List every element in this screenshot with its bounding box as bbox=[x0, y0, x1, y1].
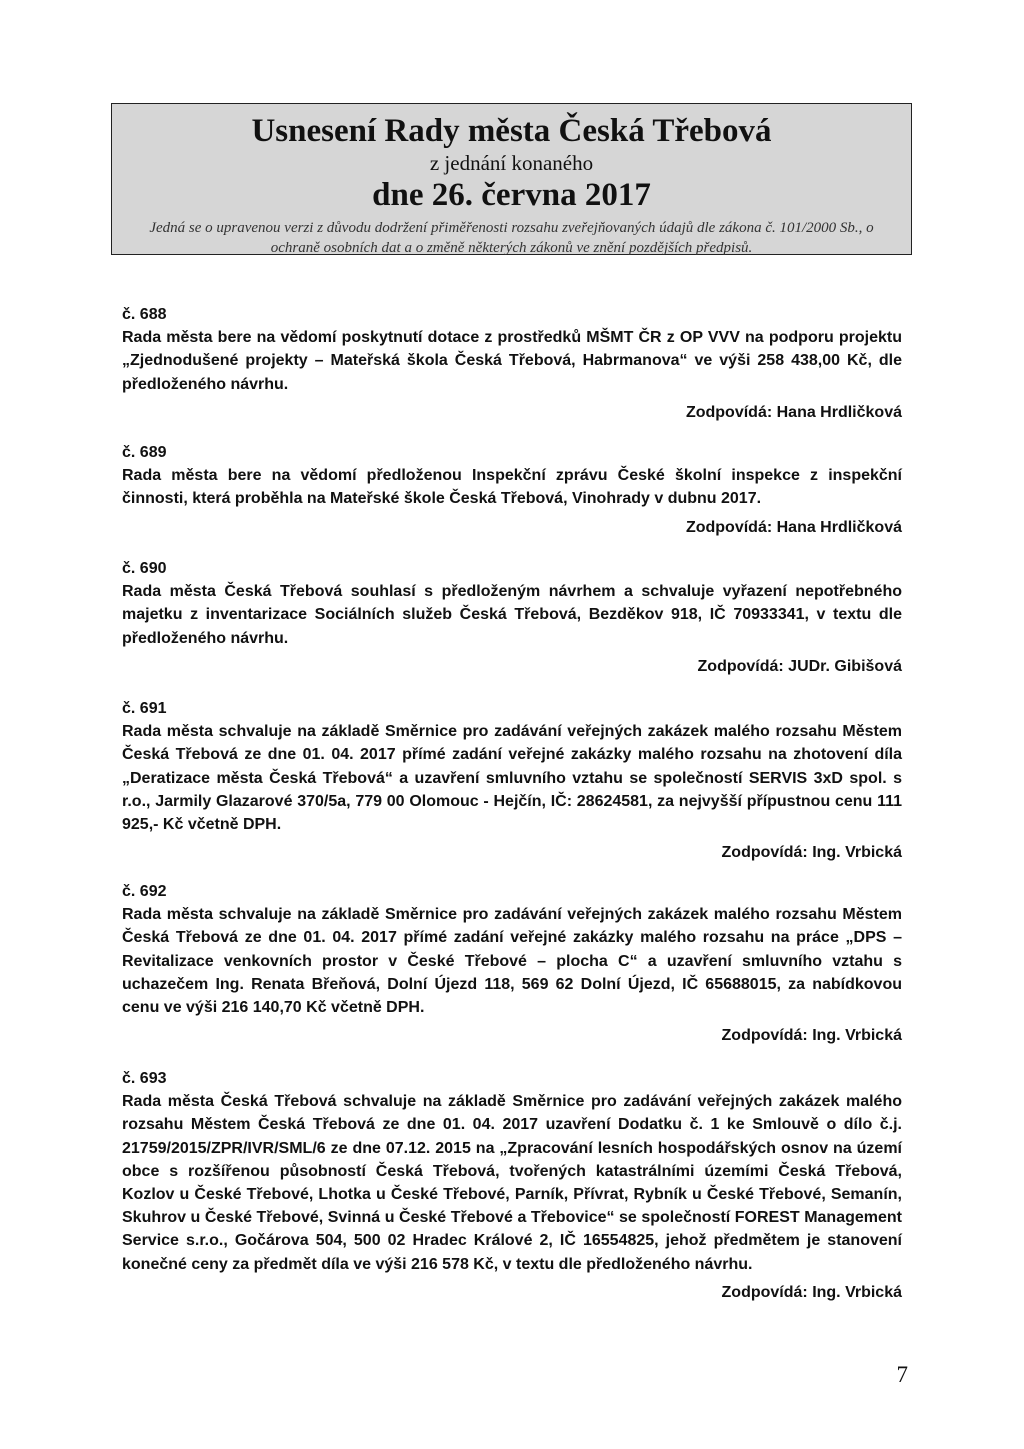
resolution-text: Rada města Česká Třebová souhlasí s předloženým návrhem a schvaluje vyřazení nepotřebného majetku z inventarizace Sociálních služeb Česká Třebová, Bezděkov 918, IČ 70933341, v textu dle předloženého návrhu. bbox=[122, 583, 902, 647]
resolution-responsible: Zodpovídá: Ing. Vrbická bbox=[721, 1283, 902, 1301]
resolution-responsible: Zodpovídá: JUDr. Gibišová bbox=[697, 657, 902, 675]
resolution-692 bbox=[122, 880, 902, 1047]
resolution-690 bbox=[122, 557, 902, 678]
resolution-693 bbox=[122, 1067, 902, 1304]
anonymization-note: Jedná se o upravenou verzi z důvodu dodržení přiměřenosti rozsahu zveřejňovaných údajů dle zákona č. 101/2000 Sb., o ochraně osobních dat a o změně některých zákonů ve znění pozdějších předpisů. bbox=[149, 220, 874, 256]
resolution-688 bbox=[122, 303, 902, 424]
resolution-number: č. 692 bbox=[122, 883, 167, 900]
resolution-text: Rada města schvaluje na základě Směrnice pro zadávání veřejných zakázek malého rozsahu Městem Česká Třebová ze dne 01. 04. 2017 přímé zadání veřejné zakázky malého rozsahu na zhotovení díla „Deratizace města Česká Třebová“ a uzavření smluvního vztahu se společností SERVIS 3xD spol. s r.o., Jarmily Glazarové 370/5a, 779 00 Olomouc - Hejčín, IČ: 28624581, za nejvyšší přípustnou cenu 111 925,- Kč včetně DPH. bbox=[122, 723, 902, 834]
resolution-text: Rada města schvaluje na základě Směrnice pro zadávání veřejných zakázek malého rozsahu Městem Česká Třebová ze dne 01. 04. 2017 přímé zadání veřejné zakázky malého rozsahu na práce „DPS – Revitalizace venkovních prostor v České Třebové – plocha C“ a uzavření smluvního vztahu s uchazečem Ing. Renata Břeňová, Dolní Újezd 118, 569 62 Dolní Újezd, IČ 65688015, za nabídkovou cenu ve výši 216 140,70 Kč včetně DPH. bbox=[122, 906, 902, 1017]
resolution-number: č. 691 bbox=[122, 700, 167, 717]
resolution-number: č. 688 bbox=[122, 306, 167, 323]
resolution-689 bbox=[122, 441, 902, 539]
resolution-number: č. 693 bbox=[122, 1070, 167, 1087]
resolution-responsible: Zodpovídá: Ing. Vrbická bbox=[721, 844, 902, 862]
document-subtitle: z jednání konaného bbox=[429, 151, 594, 175]
resolution-691 bbox=[122, 697, 902, 864]
page-number: 7 bbox=[896, 1362, 908, 1387]
header-box bbox=[111, 103, 912, 255]
resolution-number: č. 689 bbox=[122, 444, 167, 461]
resolution-responsible: Zodpovídá: Hana Hrdličková bbox=[685, 403, 902, 421]
resolution-text: Rada města Česká Třebová schvaluje na základě Směrnice pro zadávání veřejných zakázek malého rozsahu Městem Česká Třebová ze dne 01. 04. 2017 uzavření Dodatku č. 1 ke Smlouvě o dílo č.j. 21759/2015/ZPR/IVR/SML/6 ze dne 07.12. 2015 na „Zpracování lesních hospodářských osnov na území obce s rozšířenou působností Česká Třebová, tvořených katastrálními územími Česká Třebová, Kozlov u České Třebové, Lhotka u České Třebové, Parník, Přívrat, Rybník u České Třebové, Semanín, Skuhrov u České Třebové, Svinná u České Třebové a Třebovice“ se společností FOREST Management Service s.r.o., Gočárova 504, 500 02 Hradec Králové 2, IČ 16554825, jehož předmětem je stanovení konečné ceny za předmět díla ve výši 216 578 Kč, v textu dle předloženého návrhu. bbox=[122, 1093, 902, 1273]
resolution-number: č. 690 bbox=[122, 560, 167, 577]
meeting-date: dne 26. června 2017 bbox=[372, 177, 651, 213]
resolution-responsible: Zodpovídá: Hana Hrdličková bbox=[685, 518, 902, 536]
resolution-responsible: Zodpovídá: Ing. Vrbická bbox=[721, 1027, 902, 1045]
resolution-text: Rada města bere na vědomí předloženou Inspekční zprávu České školní inspekce z inspekční činnosti, která proběhla na Mateřské škole Česká Třebová, Vinohrady v dubnu 2017. bbox=[122, 467, 902, 508]
document-title: Usnesení Rady města Česká Třebová bbox=[251, 113, 772, 149]
resolution-text: Rada města bere na vědomí poskytnutí dotace z prostředků MŠMT ČR z OP VVV na podporu projektu „Zjednodušené projekty – Mateřská škola Česká Třebová, Habrmanova“ ve výši 258 438,00 Kč, dle předloženého návrhu. bbox=[122, 329, 902, 393]
